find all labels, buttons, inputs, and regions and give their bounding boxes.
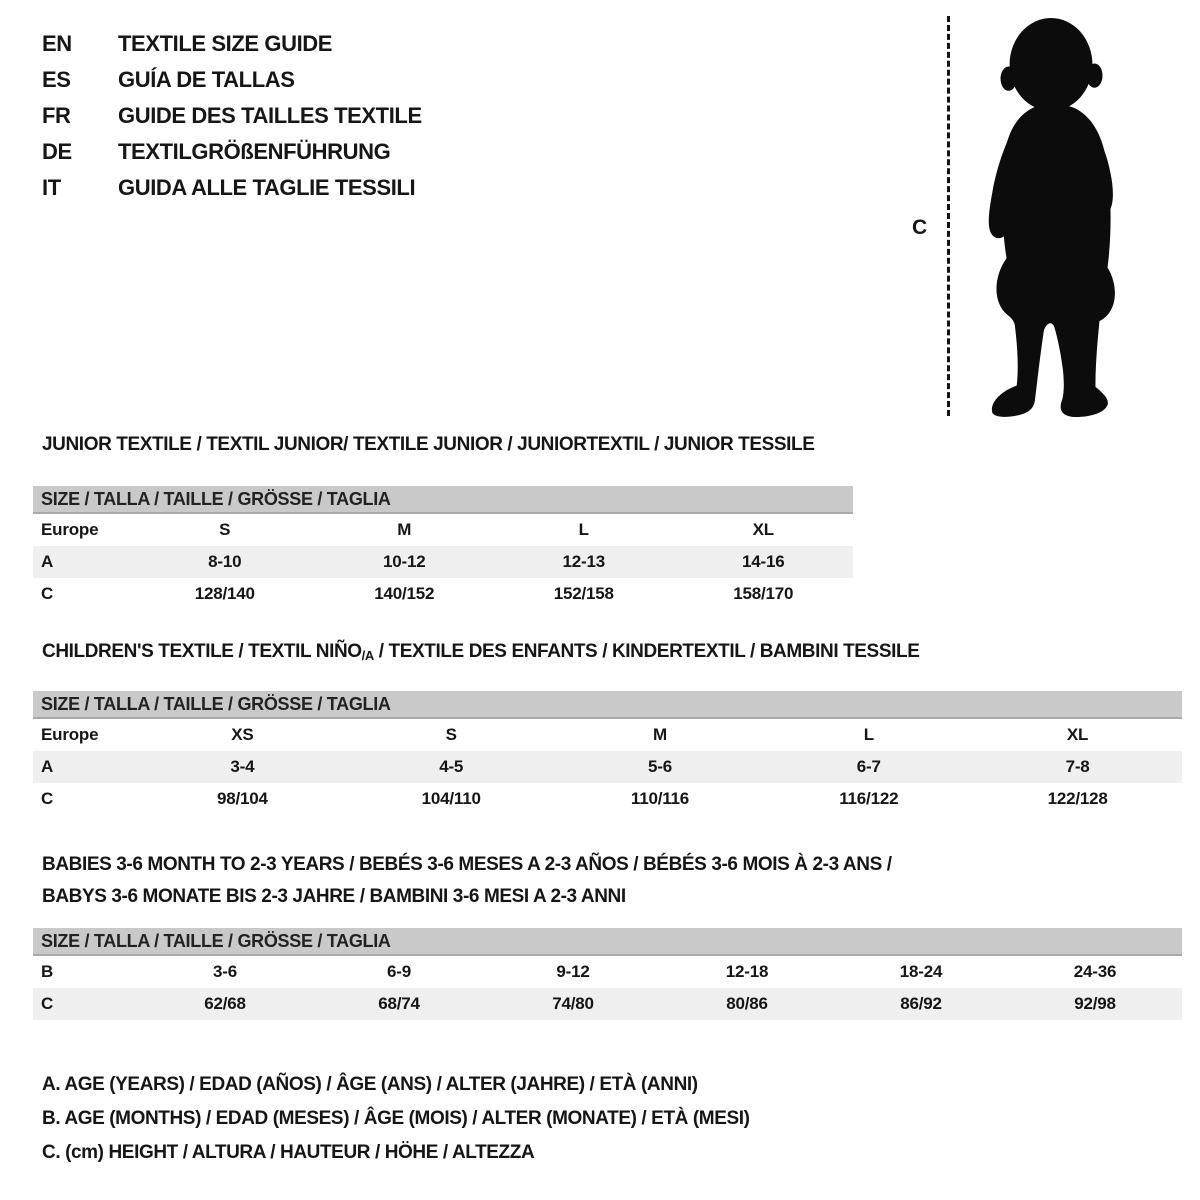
table-row xyxy=(33,956,1182,988)
children-title-part1: CHILDREN'S TEXTILE / TEXTIL NIÑO xyxy=(42,641,362,662)
table-cell: 3-4 xyxy=(230,757,255,776)
language-code: FR xyxy=(42,103,71,128)
table-cell: 6-9 xyxy=(387,962,411,981)
row-label: C xyxy=(41,789,54,808)
table-cell: 4-5 xyxy=(439,757,464,776)
table-cell: 9-12 xyxy=(556,962,590,981)
table-cell: 6-7 xyxy=(856,757,881,776)
row-label: C xyxy=(41,584,54,603)
row-label: B xyxy=(41,962,54,981)
table-row xyxy=(33,514,853,546)
table-cell: 18-24 xyxy=(899,962,943,981)
language-title-list xyxy=(42,26,422,206)
table-cell: 24-36 xyxy=(1073,962,1117,981)
legend-line-c: C. (cm) HEIGHT / ALTURA / HAUTEUR / HÖHE / ALTEZZA xyxy=(42,1142,535,1163)
table-cell: 10-12 xyxy=(383,552,426,571)
table-cell: 62/68 xyxy=(204,994,246,1013)
table-cell: 14-16 xyxy=(742,552,785,571)
table-cell: L xyxy=(578,520,589,539)
language-code: EN xyxy=(42,31,72,56)
table-cell: XL xyxy=(1066,725,1089,744)
list-item xyxy=(42,26,422,62)
table-cell: 74/80 xyxy=(552,994,594,1013)
table-cell: S xyxy=(219,520,231,539)
table-cell: 128/140 xyxy=(194,584,255,603)
children-title-part2: / TEXTILE DES ENFANTS / KINDERTEXTIL / BAMBINI TESSILE xyxy=(373,641,920,662)
table-row xyxy=(33,546,853,578)
table-cell: 7-8 xyxy=(1065,757,1090,776)
table-cell: 104/110 xyxy=(421,789,481,808)
junior-size-table xyxy=(33,486,853,610)
table-cell: XS xyxy=(231,725,254,744)
guide-title: GUÍA DE TALLAS xyxy=(118,67,295,92)
legend-line-a: A. AGE (YEARS) / EDAD (AÑOS) / ÂGE (ANS) / ALTER (JAHRE) / ETÀ (ANNI) xyxy=(42,1074,698,1095)
table-cell: 86/92 xyxy=(900,994,942,1013)
table-cell: 68/74 xyxy=(378,994,420,1013)
table-cell: 3-6 xyxy=(213,962,237,981)
table-cell: S xyxy=(445,725,457,744)
size-header-bar: SIZE / TALLA / TAILLE / GRÖSSE / TAGLIA xyxy=(33,486,853,514)
table-cell: 12-18 xyxy=(725,962,769,981)
children-section-title xyxy=(42,641,919,663)
table-cell: 80/86 xyxy=(726,994,768,1013)
table-cell: M xyxy=(653,725,667,744)
table-cell: 98/104 xyxy=(217,789,268,808)
table-cell: L xyxy=(863,725,874,744)
list-item xyxy=(42,170,422,206)
guide-title: TEXTILE SIZE GUIDE xyxy=(118,31,333,56)
language-code: DE xyxy=(42,139,72,164)
table-cell: 92/98 xyxy=(1074,994,1116,1013)
guide-title: GUIDA ALLE TAGLIE TESSILI xyxy=(118,175,416,200)
table-row xyxy=(33,719,1182,751)
junior-section-title: JUNIOR TEXTILE / TEXTIL JUNIOR/ TEXTILE JUNIOR / JUNIORTEXTIL / JUNIOR TESSILE xyxy=(42,434,815,455)
table-row xyxy=(33,988,1182,1020)
babies-title-line1: BABIES 3-6 MONTH TO 2-3 YEARS / BEBÉS 3-6 MESES A 2-3 AÑOS / BÉBÉS 3-6 MOIS À 2-3 ANS / xyxy=(42,854,892,875)
language-code: ES xyxy=(42,67,71,92)
table-row xyxy=(33,751,1182,783)
toddler-silhouette-icon xyxy=(962,14,1138,418)
children-title-subscript: /A xyxy=(361,648,374,663)
row-label: Europe xyxy=(41,725,99,744)
table-cell: M xyxy=(397,520,412,539)
list-item xyxy=(42,98,422,134)
table-cell: 122/128 xyxy=(1047,789,1108,808)
table-cell: 5-6 xyxy=(648,757,672,776)
table-cell: 12-13 xyxy=(562,552,605,571)
height-measure-dashed-line xyxy=(947,16,950,416)
table-cell: 110/116 xyxy=(630,789,690,808)
babies-section-title xyxy=(42,849,892,913)
guide-title: GUIDE DES TAILLES TEXTILE xyxy=(118,103,422,128)
babies-size-table xyxy=(33,928,1182,1020)
table-row xyxy=(33,783,1182,815)
table-cell: 140/152 xyxy=(374,584,435,603)
table-row xyxy=(33,578,853,610)
row-label: A xyxy=(41,757,54,776)
size-header-bar: SIZE / TALLA / TAILLE / GRÖSSE / TAGLIA xyxy=(33,928,1182,956)
guide-title: TEXTILGRÖßENFÜHRUNG xyxy=(118,139,391,164)
children-size-table xyxy=(33,691,1182,815)
list-item xyxy=(42,134,422,170)
table-cell: 158/170 xyxy=(733,584,794,603)
row-label: A xyxy=(41,552,54,571)
table-cell: 116/122 xyxy=(839,789,899,808)
table-cell: 8-10 xyxy=(208,552,242,571)
height-measure-label: C xyxy=(912,216,928,239)
legend-line-b: B. AGE (MONTHS) / EDAD (MESES) / ÂGE (MOIS) / ALTER (MONATE) / ETÀ (MESI) xyxy=(42,1108,750,1129)
list-item xyxy=(42,62,422,98)
row-label: Europe xyxy=(41,520,99,539)
babies-title-line2: BABYS 3-6 MONATE BIS 2-3 JAHRE / BAMBINI 3-6 MESI A 2-3 ANNI xyxy=(42,886,626,907)
measurement-legend xyxy=(42,1068,750,1170)
table-cell: 152/158 xyxy=(553,584,614,603)
table-cell: XL xyxy=(752,520,774,539)
row-label: C xyxy=(41,994,54,1013)
size-header-bar: SIZE / TALLA / TAILLE / GRÖSSE / TAGLIA xyxy=(33,691,1182,719)
language-code: IT xyxy=(42,175,61,200)
